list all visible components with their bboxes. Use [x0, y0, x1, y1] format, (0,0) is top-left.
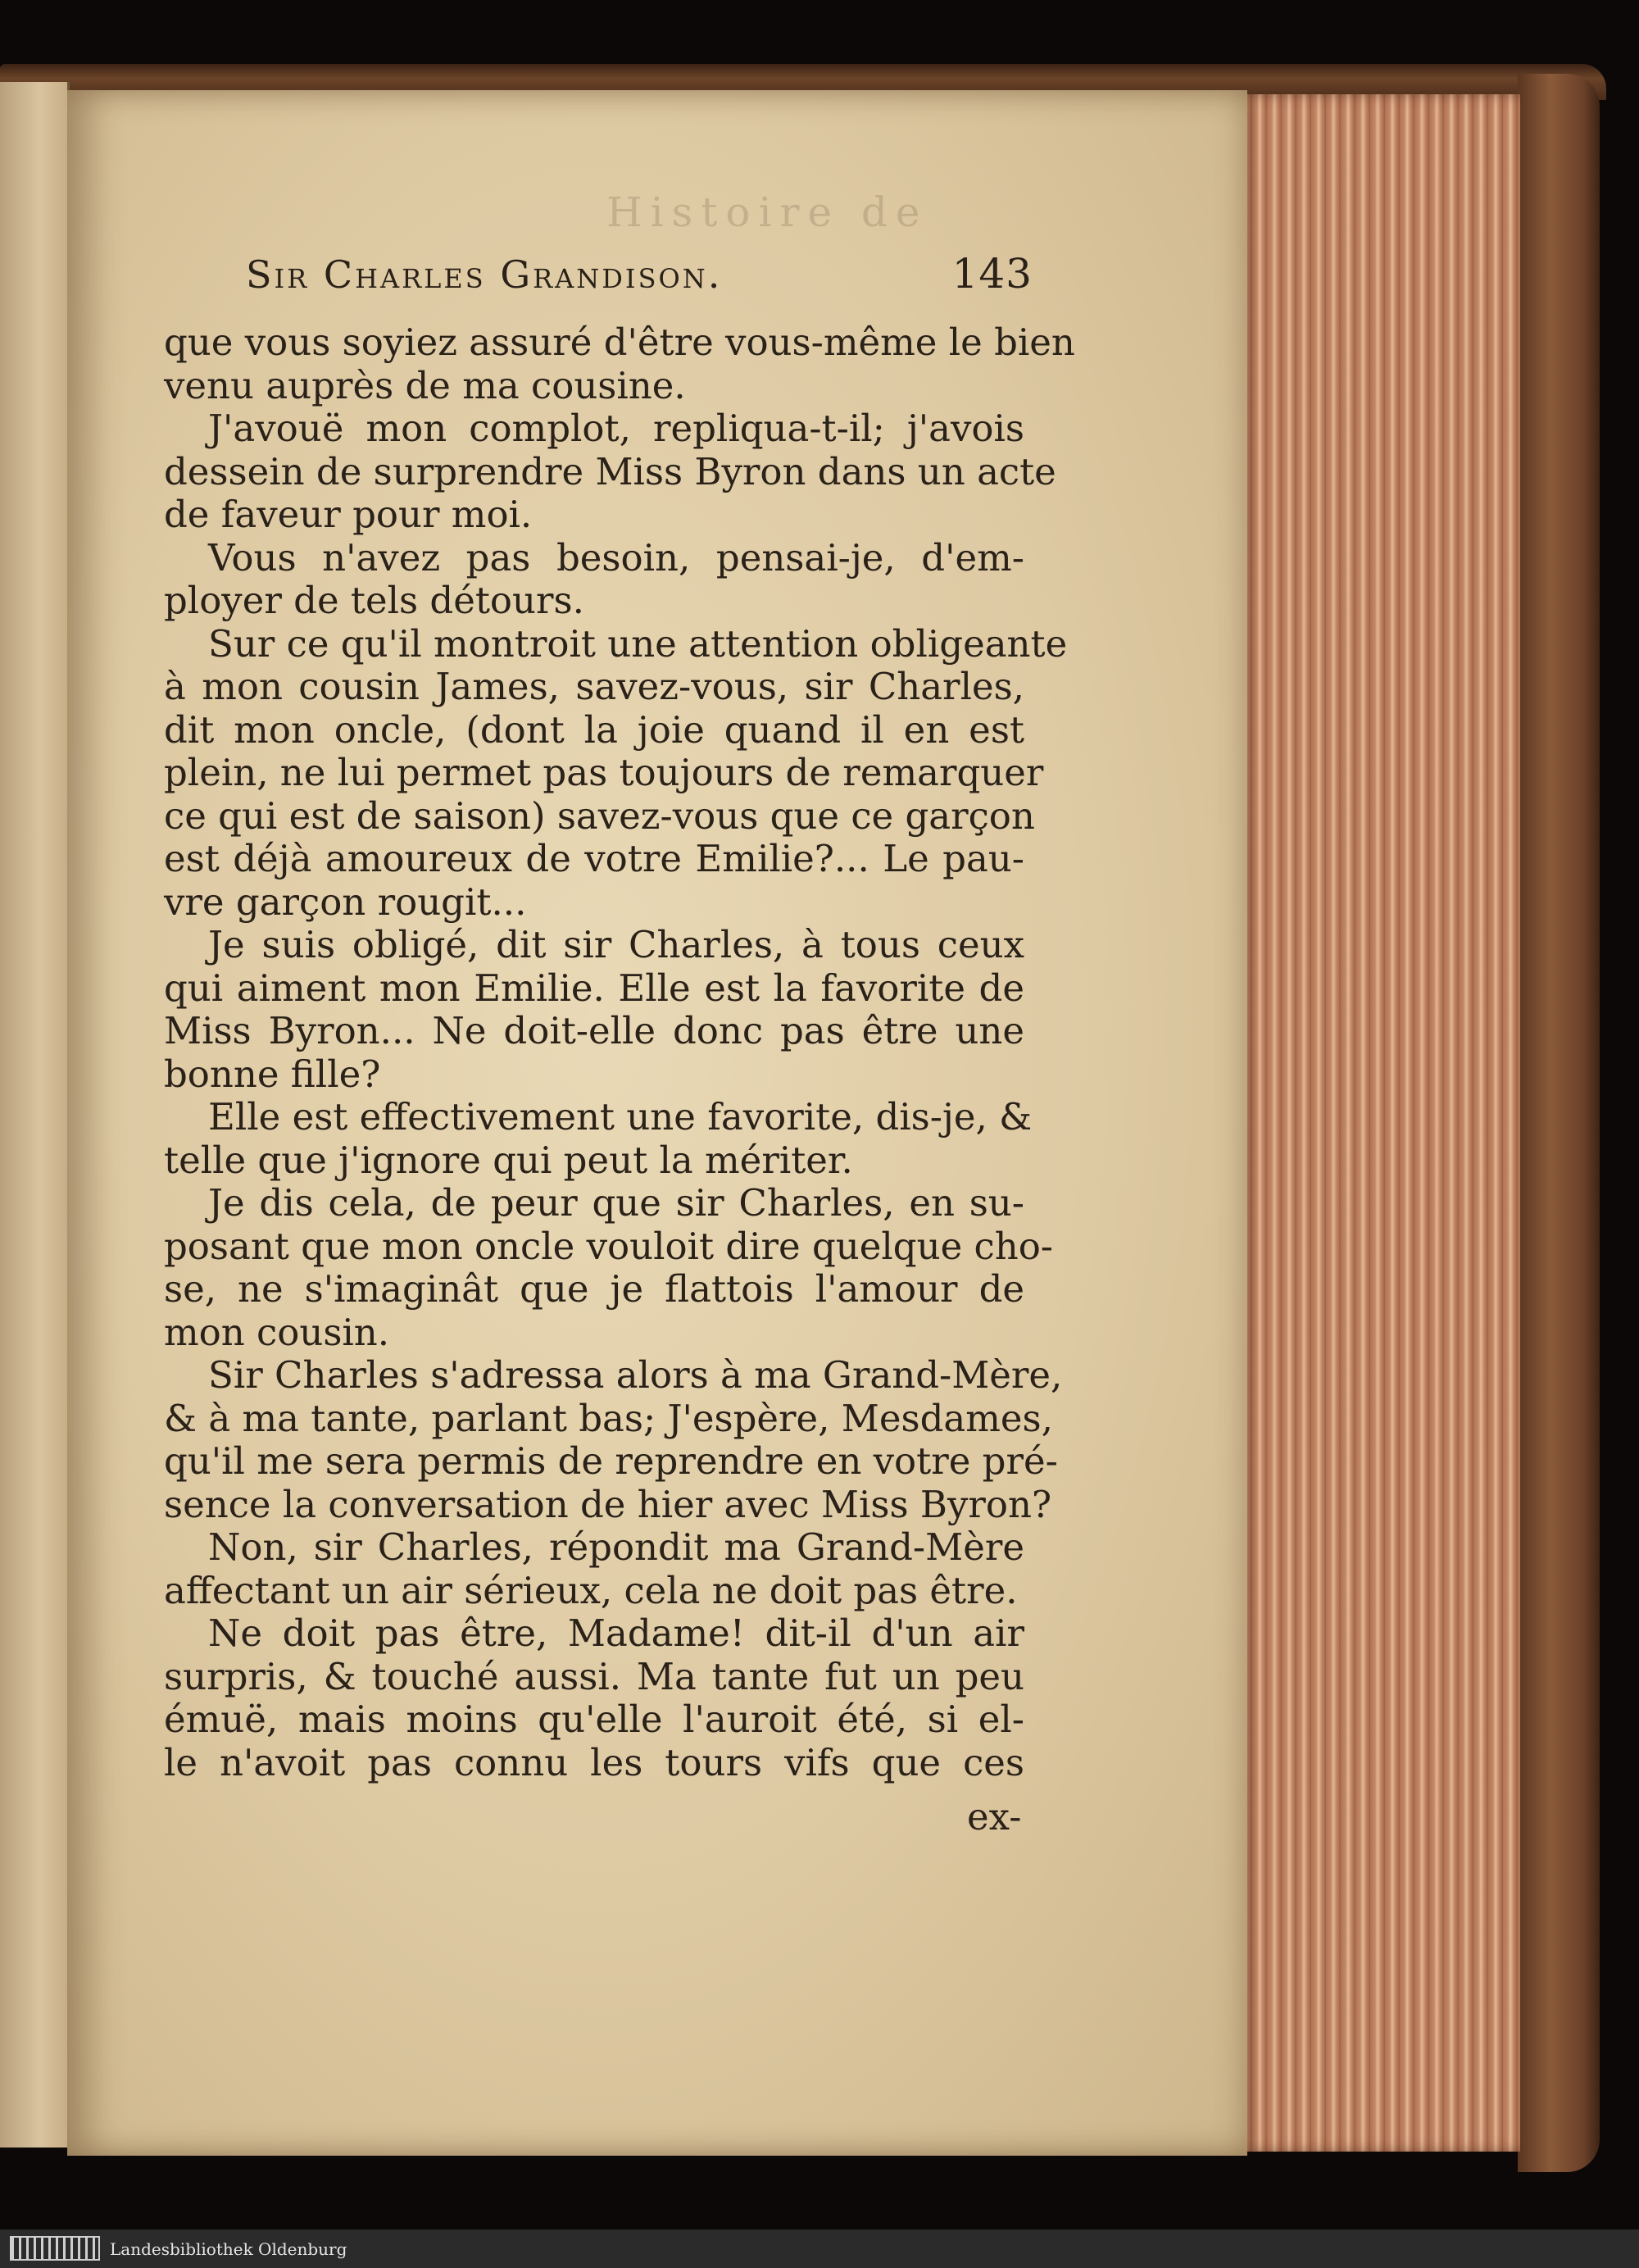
text-line: dit mon oncle, (dont la joie quand il en est — [164, 707, 1024, 752]
text-line: plein, ne lui permet pas toujours de remarquer — [164, 751, 1044, 794]
page-number: 143 — [951, 250, 1033, 298]
text-line: sence la conversation de hier avec Miss Byron? — [164, 1482, 1052, 1526]
facing-page-edge — [0, 82, 70, 2148]
text-line: venu auprès de ma cousine. — [164, 363, 686, 407]
text-line: Miss Byron... Ne doit-elle donc pas être une — [164, 1009, 1024, 1052]
running-head: Sir Charles Grandison. — [246, 252, 723, 297]
text-line: Sur ce qu'il montroit une attention obligeante — [208, 621, 1068, 666]
text-line: J'avouë mon complot, repliqua-t-il; j'avois — [208, 407, 1024, 450]
text-line: que vous soyiez assuré d'être vous-même le bien — [164, 320, 1075, 364]
text-line: posant que mon oncle vouloit dire quelque cho- — [164, 1224, 1053, 1268]
text-line: vre garçon rougit... — [164, 879, 527, 924]
text-line: de faveur pour moi. — [164, 493, 533, 536]
text-line: est déjà amoureux de votre Emilie?... Le pau- — [164, 837, 1024, 880]
text-line: affectant un air sérieux, cela ne doit pas être. — [164, 1568, 1018, 1612]
text-line: ce qui est de saison) savez-vous que ce garçon — [164, 793, 1035, 838]
text-line: dessein de surprendre Miss Byron dans un acte — [164, 449, 1056, 493]
text-line: Non, sir Charles, répondit ma Grand-Mère — [208, 1525, 1024, 1569]
viewer-footer — [0, 2229, 1639, 2268]
text-line: à mon cousin James, savez-vous, sir Charles, — [164, 665, 1024, 708]
text-line: Je dis cela, de peur que sir Charles, en su- — [208, 1181, 1024, 1225]
body-text — [164, 320, 1075, 1784]
text-line: Elle est effectivement une favorite, dis-je, & — [208, 1095, 1033, 1139]
page-edges — [1237, 94, 1520, 2152]
text-line: mon cousin. — [164, 1310, 390, 1354]
text-line: Vous n'avez pas besoin, pensai-je, d'em- — [208, 535, 1024, 579]
text-line: Je suis obligé, dit sir Charles, à tous ceux — [208, 923, 1024, 966]
text-line: ployer de tels détours. — [164, 579, 584, 622]
text-line: qu'il me sera permis de reprendre en votre pré- — [164, 1439, 1058, 1483]
text-line: se, ne s'imaginât que je flattois l'amour de — [164, 1267, 1024, 1311]
text-line: surpris, & touché aussi. Ma tante fut un peu — [164, 1654, 1024, 1698]
text-line: émuë, mais moins qu'elle l'auroit été, si el- — [164, 1698, 1024, 1741]
text-line: telle que j'ignore qui peut la mériter. — [164, 1138, 853, 1182]
page-header — [246, 250, 1033, 298]
bleed-through-text: Histoire de — [606, 189, 928, 236]
library-logo-icon — [10, 2236, 100, 2261]
text-line: Ne doit pas être, Madame! dit-il d'un air — [208, 1611, 1024, 1655]
library-name: Landesbibliothek Oldenburg — [110, 2239, 347, 2259]
text-line: & à ma tante, parlant bas; J'espère, Mesdames, — [164, 1396, 1053, 1440]
book-cover-edge — [1518, 74, 1600, 2172]
text-line: qui aiment mon Emilie. Elle est la favorite de — [164, 966, 1024, 1010]
text-line: le n'avoit pas connu les tours vifs que ces — [164, 1740, 1024, 1784]
catchword: ex- — [967, 1795, 1022, 1838]
text-line: bonne fille? — [164, 1052, 381, 1096]
text-line: Sir Charles s'adressa alors à ma Grand-Mère, — [208, 1353, 1063, 1397]
